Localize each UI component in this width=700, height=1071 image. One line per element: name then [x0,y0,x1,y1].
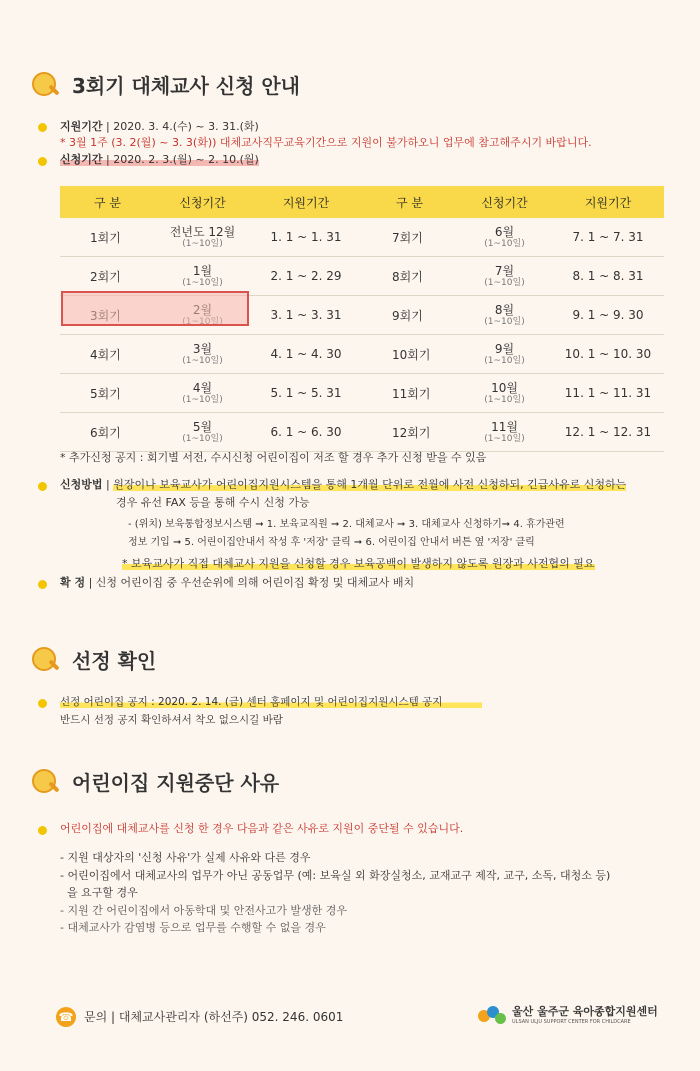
list-item: - 어린이집에서 대체교사의 업무가 아닌 공동업무 (예: 보육실 외 화장실청소, 교재교구 제작, 교구, 소독, 대청소 등) [60,869,611,882]
support-cell: 3. 1 ~ 3. 31 [250,296,362,335]
apply-cell: 9월 (1~10일) [457,335,552,374]
apply-cell: 5월 (1~10일) [155,413,250,452]
apply-cell: 1월 (1~10일) [155,257,250,296]
list-item: - 지원 대상자의 '신청 사유'가 실제 사유와 다른 경우 [60,851,311,864]
section-heading: 3회기 대체교사 신청 안내 [72,74,301,98]
list-item: - 지원 간 어린이집에서 아동학대 및 안전사고가 발생한 경우 [60,904,347,917]
selection-notice: 선정 어린이집 공지 : 2020. 2. 14. (금) 센터 홈페이지 및 어린이집지원시스템 공지 [60,695,482,709]
table-row [60,374,664,413]
bullet-icon [38,157,47,166]
method-line: 경우 유선 FAX 등을 통해 수시 신청 가능 [116,496,310,509]
round-cell: 4회기 [60,335,155,374]
round-cell: 7회기 [362,218,457,257]
list-item: - 대체교사가 감염병 등으로 업무를 수행할 수 없을 경우 [60,921,326,934]
method-warning: * 보육교사가 직접 대체교사 지원을 신청할 경우 보육공백이 발생하지 않도록 원장과 사전협의 필요 [122,557,595,570]
round-cell: 2회기 [60,257,155,296]
support-cell: 7. 1 ~ 7. 31 [552,218,664,257]
support-cell: 4. 1 ~ 4. 30 [250,335,362,374]
round-cell: 1회기 [60,218,155,257]
col-header: 신청기간 [457,186,552,218]
round-cell: 8회기 [362,257,457,296]
apply-cell: 11월 (1~10일) [457,413,552,452]
round-cell: 10회기 [362,335,457,374]
table-row [60,335,664,374]
apply-cell: 3월 (1~10일) [155,335,250,374]
extra-note: * 추가신청 공지 : 회기별 서전, 수시신청 어린이집이 저조 할 경우 추가 신청 받을 수 있음 [60,451,487,464]
section-title-suspension [32,767,279,796]
confirm-line: 확 정 | 신청 어린이집 중 우선순위에 의해 어린이집 확정 및 대체교사 배치 [60,576,415,589]
section-title-selection [32,645,156,674]
col-header: 지원기간 [250,186,362,218]
support-cell: 2. 1 ~ 2. 29 [250,257,362,296]
round-cell: 6회기 [60,413,155,452]
magnifier-icon [32,769,60,795]
section-heading: 어린이집 지원중단 사유 [72,771,280,795]
bullet-icon [38,482,47,491]
apply-cell: 10월 (1~10일) [457,374,552,413]
apply-cell: 8월 (1~10일) [457,296,552,335]
list-item: 을 요구할 경우 [60,886,138,899]
col-header: 지원기간 [552,186,664,218]
col-header: 신청기간 [155,186,250,218]
col-header: 구 분 [362,186,457,218]
apply-cell: 6월 (1~10일) [457,218,552,257]
apply-cell: 4월 (1~10일) [155,374,250,413]
magnifier-icon [32,647,60,673]
apply-cell: 7월 (1~10일) [457,257,552,296]
bullet-icon [38,580,47,589]
magnifier-icon [32,72,60,98]
org-name: 울산 울주군 육아종합지원센터 [512,1005,658,1018]
current-round-highlight [61,291,249,326]
support-cell: 1. 1 ~ 1. 31 [250,218,362,257]
support-note: * 3월 1주 (3. 2(월) ~ 3. 3(화)) 대체교사직무교육기간으로 지원이 불가하오니 업무에 참고해주시기 바랍니다. [60,136,592,149]
table-header-row [60,186,664,218]
org-logo-icon [478,1006,508,1026]
suspension-lead: 어린이집에 대체교사를 신청 한 경우 다음과 같은 사유로 지원이 중단될 수 있습니다. [60,822,464,835]
bullet-icon [38,123,47,132]
bullet-icon [38,699,47,708]
apply-period: 신청기간 | 2020. 2. 3.(월) ~ 2. 10.(월) [60,153,259,166]
phone-icon: ☎ [56,1007,76,1027]
table-row [60,413,664,452]
support-cell: 5. 1 ~ 5. 31 [250,374,362,413]
round-cell: 12회기 [362,413,457,452]
support-period: 지원기간 | 2020. 3. 4.(수) ~ 3. 31.(화) [60,120,259,133]
bullet-icon [38,826,47,835]
selection-note: 반드시 선정 공지 확인하셔서 착오 없으시길 바람 [60,714,283,726]
method-line: 정보 기입 ➞ 5. 어린이집안내서 작성 후 '저장' 클릭 ➞ 6. 어린이집 안내서 버튼 옆 '저장' 클릭 [128,537,535,548]
round-cell: 5회기 [60,374,155,413]
contact-info: 문의 | 대체교사관리자 (하선주) 052. 246. 0601 [84,1010,344,1024]
support-cell: 12. 1 ~ 12. 31 [552,413,664,452]
org-name-en: ULSAN ULJU SUPPORT CENTER FOR CHILDCARE [512,1019,631,1025]
section-heading: 선정 확인 [72,649,157,673]
table-row [60,218,664,257]
method-line: - (위치) 보육통합정보시스템 ➞ 1. 보육교직원 ➞ 2. 대체교사 ➞ 3. 대체교사 신청하기➞ 4. 휴가관련 [128,519,565,530]
support-cell: 6. 1 ~ 6. 30 [250,413,362,452]
support-cell: 11. 1 ~ 11. 31 [552,374,664,413]
support-cell: 10. 1 ~ 10. 30 [552,335,664,374]
method-line: 신청방법 | 원장이나 보육교사가 어린이집지원시스템을 통해 1개월 단위로 전월에 사전 신청하되, 긴급사유로 신청하는 [60,478,627,491]
support-cell: 9. 1 ~ 9. 30 [552,296,664,335]
section-title-application [32,70,300,99]
apply-cell: 전년도 12월 (1~10일) [155,218,250,257]
col-header: 구 분 [60,186,155,218]
round-cell: 11회기 [362,374,457,413]
table-row [60,257,664,296]
support-cell: 8. 1 ~ 8. 31 [552,257,664,296]
round-cell: 9회기 [362,296,457,335]
